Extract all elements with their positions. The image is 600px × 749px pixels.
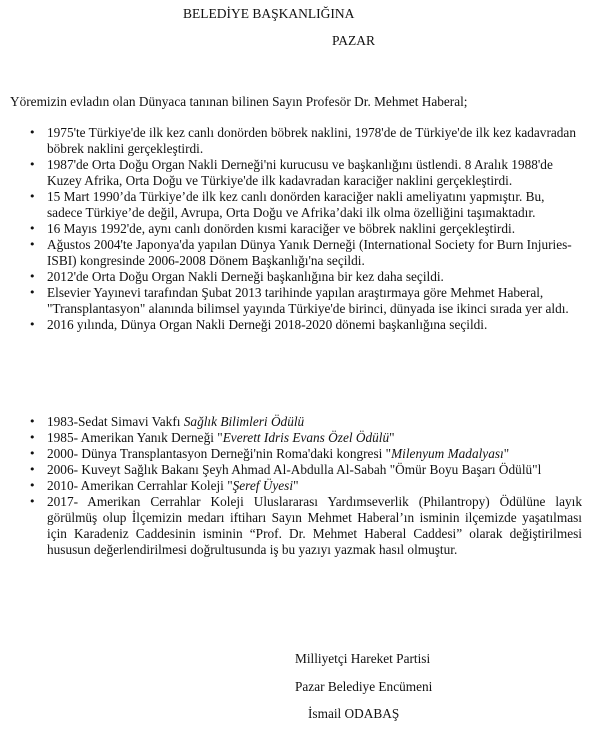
list-item: • 1975'te Türkiye'de ilk kez canlı donörden böbrek naklini, 1978'de de Türkiye'de ilk kez kadavradan böbrek naklini gerçekleştirdi.: [0, 125, 600, 157]
intro-paragraph: Yöremizin evladın olan Dünyaca tanınan bilinen Sayın Profesör Dr. Mehmet Haberal;: [10, 94, 468, 109]
addressee-title: BELEDİYE BAŞKANLIĞINA: [183, 6, 355, 21]
list-item: [0, 478, 600, 494]
award-title: Sağlık Bilimleri Ödülü: [183, 414, 305, 429]
signature-party: Milliyetçi Hareket Partisi: [295, 651, 431, 666]
award-text: 2017- Amerikan Cerrahlar Koleji Uluslararası Yardımseverlik (Philantropy) Ödülüne layık görülmüş olup İlçemizin medarı iftiharı Sayın Mehmet Haberal’ın isminin ilçemizde yaşatılması için Karadeniz Caddesinin isminin “Prof. Dr. Mehmet Haberal Caddesi” olarak değiştirilmesi hususun değerlendirilmesi doğrultusunda iş bu yazıyı yazmak hasıl olmuştur.: [47, 494, 582, 557]
list-item: • 2012'de Orta Doğu Organ Nakli Derneği başkanlığına bir kez daha seçildi.: [0, 269, 600, 285]
award-text: 1985- Amerikan Yanık Derneği ": [47, 430, 223, 445]
signature-name: İsmail ODABAŞ: [308, 706, 400, 721]
award-text: 2000- Dünya Transplantasyon Derneği'nin Roma'daki kongresi ": [47, 446, 392, 461]
addressee-location: PAZAR: [332, 33, 376, 48]
list-item: • 2016 yılında, Dünya Organ Nakli Derneği 2018-2020 dönemi başkanlığına seçildi.: [0, 317, 600, 333]
award-title: Everett Idris Evans Özel Ödülü: [222, 430, 390, 445]
list-item: • 15 Mart 1990’da Türkiye’de ilk kez canlı donörden karaciğer nakli ameliyatını yapmıştır. Bu, sadece Türkiye’de değil, Avrupa, Orta Doğu ve Afrika’daki ilk olma özelliğini taşımaktadır.: [0, 189, 600, 221]
list-item: [0, 494, 600, 558]
list-item: [0, 414, 600, 430]
list-item: • Ağustos 2004'te Japonya'da yapılan Dünya Yanık Derneği (International Society for Burn Injuries-ISBI) kongresinde 2006-2008 Dönem Başkanlığı'na seçildi.: [0, 237, 600, 269]
award-suffix: ": [389, 430, 395, 445]
list-item: • Elsevier Yayınevi tarafından Şubat 2013 tarihinde yapılan araştırmaya göre Mehmet Haberal, "Transplantasyon" alanında bilimsel yayında Türkiye'de birinci, dünyada ise ikinci sırada yer aldı.: [0, 285, 600, 317]
award-suffix: ": [293, 478, 299, 493]
list-item: • 1987'de Orta Doğu Organ Nakli Derneği'ni kurucusu ve başkanlığını üstlendi. 8 Aralık 1988'de Kuzey Afrika, Orta Doğu ve Türkiye'de ilk kadavradan karaciğer naklini gerçekleştirdi.: [0, 157, 600, 189]
awards-list: [0, 414, 600, 558]
achievements-list: [0, 125, 600, 333]
award-title: Milenyum Madalyası: [391, 446, 504, 461]
award-text: 2006- Kuveyt Sağlık Bakanı Şeyh Ahmad Al-Abdulla Al-Sabah "Ömür Boyu Başarı Ödülü"l: [47, 462, 542, 477]
award-text: 1983-Sedat Simavi Vakfı: [47, 414, 184, 429]
list-item: [0, 430, 600, 446]
award-title: Şeref Üyesi: [232, 478, 294, 493]
award-suffix: ": [503, 446, 510, 461]
list-item: [0, 462, 600, 478]
list-item: [0, 446, 600, 462]
award-text: 2010- Amerikan Cerrahlar Koleji ": [47, 478, 233, 493]
list-item: • 16 Mayıs 1992'de, aynı canlı donörden kısmi karaciğer ve böbrek naklini gerçekleştirdi.: [0, 221, 600, 237]
signature-council: Pazar Belediye Encümeni: [295, 679, 433, 694]
